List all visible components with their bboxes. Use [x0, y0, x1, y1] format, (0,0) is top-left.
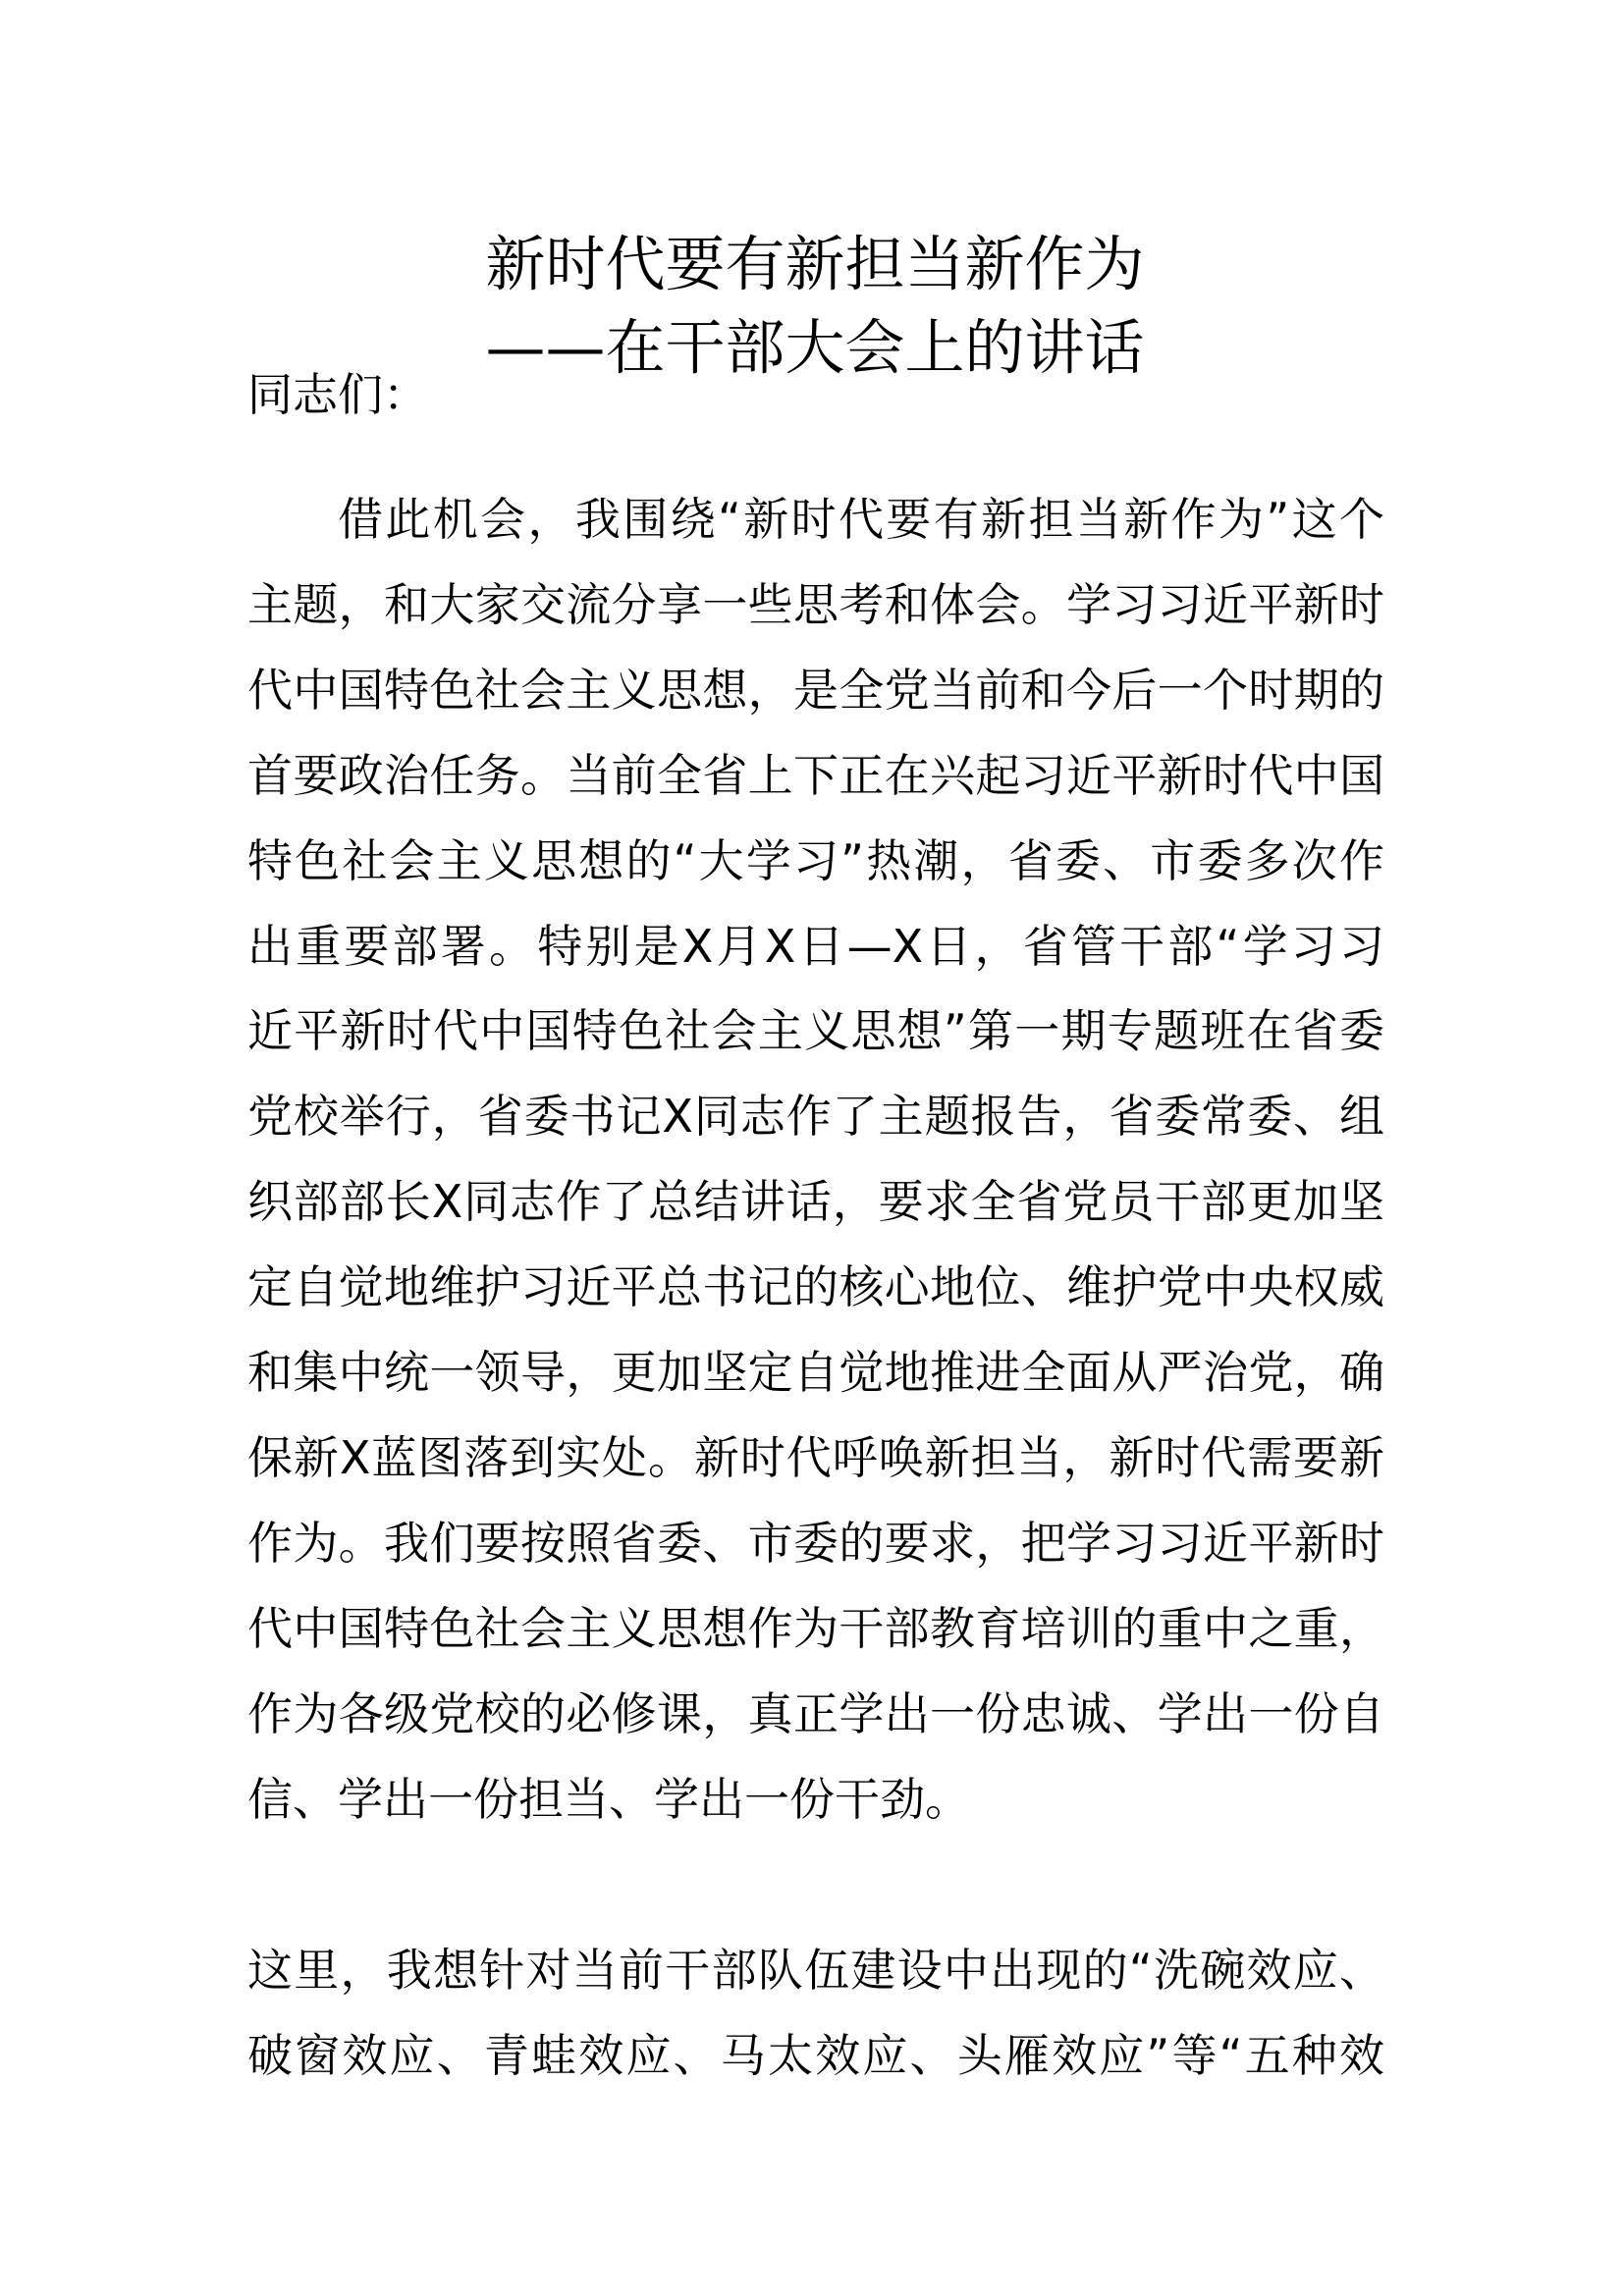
- document-title: 新时代要有新担当新作为: [485, 230, 1145, 299]
- paragraph-line: 破窗效应、青蛙效应、马太效应、头雁效应”等“五种效: [247, 2029, 1384, 2082]
- paragraph-line: 定自觉地维护习近平总书记的核心地位、维护党中央权威: [247, 1260, 1384, 1314]
- paragraph-line: 出重要部署。特别是X月X日—X日，省管干部“学习习: [247, 919, 1384, 973]
- paragraph-line: 和集中统一领导，更加坚定自觉地推进全面从严治党，确: [247, 1346, 1384, 1399]
- paragraph-line: 借此机会，我围绕“新时代要有新担当新作为”这个: [338, 493, 1384, 546]
- paragraph-line: 代中国特色社会主义思想，是全党当前和今后一个时期的: [247, 663, 1384, 717]
- document-subtitle: ——在干部大会上的讲话: [485, 313, 1145, 383]
- paragraph-line: 信、学出一份担当、学出一份干劲。: [247, 1772, 970, 1826]
- paragraph-line: 代中国特色社会主义思想作为干部教育培训的重中之重，: [247, 1601, 1384, 1655]
- paragraph-line: 特色社会主义思想的“大学习”热潮，省委、市委多次作: [247, 833, 1384, 887]
- paragraph-line: 保新X蓝图落到实处。新时代呼唤新担当，新时代需要新: [247, 1430, 1384, 1484]
- paragraph-line: 这里，我想针对当前干部队伍建设中出现的“洗碗效应、: [247, 1944, 1384, 1997]
- paragraph-line: 织部部长X同志作了总结讲话，要求全省党员干部更加坚: [247, 1175, 1384, 1229]
- paragraph-line: 主题，和大家交流分享一些思考和体会。学习习近平新时: [247, 577, 1384, 631]
- paragraph-line: 近平新时代中国特色社会主义思想”第一期专题班在省委: [247, 1004, 1384, 1058]
- paragraph-line: 作为。我们要按照省委、市委的要求，把学习习近平新时: [247, 1516, 1384, 1570]
- paragraph-line: 党校举行，省委书记X同志作了主题报告，省委常委、组: [247, 1090, 1384, 1144]
- paragraph-line: 首要政治任务。当前全省上下正在兴起习近平新时代中国: [247, 748, 1384, 802]
- salutation: 同志们：: [247, 368, 428, 421]
- paragraph-line: 作为各级党校的必修课，真正学出一份忠诚、学出一份自: [247, 1686, 1384, 1740]
